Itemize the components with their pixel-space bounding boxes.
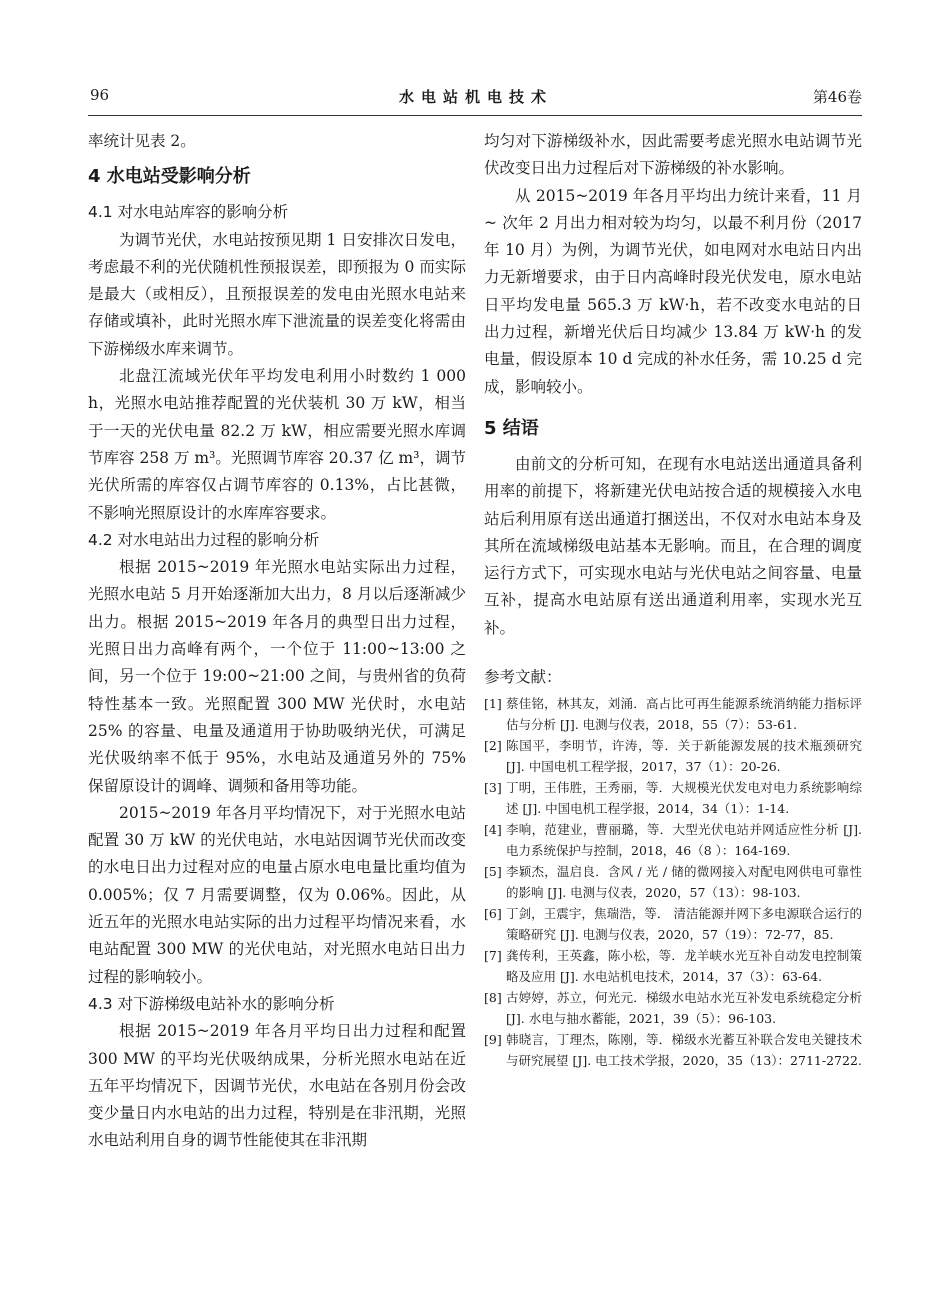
reference-text: 李颖杰，温启良．含风 / 光 / 储的微网接入对配电网供电可靠性的影响 [J]. 电测与仪表，2020，57（13）：98-103. — [506, 864, 862, 900]
paragraph: 根据 2015~2019 年各月平均日出力过程和配置 300 MW 的平均光伏吸纳成果，分析光照水电站在近五年平均情况下，因调节光伏，水电站在各别月份会改变少量日内水电站的出力过程，特别是在非汛期，光照水电站利用自身的调节性能使其在非汛期 — [88, 1022, 466, 1150]
section-heading: 4 水电站受影响分析 — [88, 166, 251, 188]
reference-item — [484, 820, 862, 861]
journal-title: 水电站机电技术 — [398, 88, 553, 106]
subsection-heading: 4.1 对水电站库容的影响分析 — [88, 203, 289, 222]
reference-number: [7] — [484, 948, 502, 964]
reference-number: [1] — [484, 696, 502, 712]
reference-item — [484, 904, 862, 945]
volume-label: 第46卷 — [812, 88, 862, 106]
reference-item — [484, 736, 862, 777]
page-number: 96 — [90, 86, 110, 104]
reference-text: 丁明，王伟胜，王秀丽，等．大规模光伏发电对电力系统影响综述 [J]. 中国电机工程学报，2014，34（1）：1-14. — [506, 780, 862, 816]
paragraph: 为调节光伏，水电站按预见期 1 日安排次日发电，考虑最不利的光伏随机性预报误差，即预报为 0 而实际是最大（或相反），且预报误差的发电由光照水电站来存储或填补，此时光照水库下泄流量的误差变化将需由下游梯级水库来调节。 — [88, 230, 466, 358]
paragraph: 率统计见表 2。 — [88, 132, 196, 150]
subsection-heading: 4.2 对水电站出力过程的影响分析 — [88, 530, 320, 549]
right-column — [484, 128, 862, 1072]
reference-item — [484, 1030, 862, 1071]
reference-text: 陈国平，李明节，许涛，等．关于新能源发展的技术瓶颈研究 [J]. 中国电机工程学报，2017，37（1）：20-26. — [506, 738, 862, 774]
reference-number: [4] — [484, 822, 502, 838]
reference-number: [2] — [484, 738, 502, 754]
page-header — [90, 86, 862, 114]
paragraph: 北盘江流域光伏年平均发电利用小时数约 1 000 h，光照水电站推荐配置的光伏装机 30 万 kW，相当于一天的光伏电量 82.2 万 kW，相应需要光照水库调节库容 258 万 m³。光照调节库容 20.37 亿 m³，调节光伏所需的库容仅占调节库容的 0.13%，占比甚微，不影响光照原设计的水库库容要求。 — [88, 367, 466, 522]
reference-number: [5] — [484, 864, 502, 880]
paragraph: 由前文的分析可知，在现有水电站送出通道具备利用率的前提下，将新建光伏电站按合适的规模接入水电站后利用原有送出通道打捆送出，不仅对水电站本身及其所在流域梯级电站基本无影响。而且，在合理的调度运行方式下，可实现水电站与光伏电站之间容量、电量互补，提高水电站原有送出通道利用率，实现水光互补。 — [484, 454, 862, 637]
reference-text: 蔡佳铭，林其友，刘涌．高占比可再生能源系统消纳能力指标评估与分析 [J]. 电测与仪表，2018，55（7）：53-61. — [506, 696, 862, 732]
reference-text: 李响，范建业，曹丽璐，等．大型光伏电站并网适应性分析 [J]. 电力系统保护与控制，2018，46（8 ）：164-169. — [506, 822, 862, 858]
section-heading: 5 结语 — [484, 417, 539, 439]
paragraph: 2015~2019 年各月平均情况下，对于光照水电站配置 30 万 kW 的光伏电站，水电站因调节光伏而改变的水电日出力过程对应的电量占原水电电量比重均值为 0.005%；仅 7 月需要调整，仅为 0.06%。因此，从近五年的光照水电站实际的出力过程平均情况来看，水电站配置 300 MW 的光伏电站，对光照水电站日出力过程的影响较小。 — [88, 803, 466, 986]
subsection-heading: 4.3 对下游梯级电站补水的影响分析 — [88, 994, 335, 1013]
reference-number: [9] — [484, 1032, 502, 1048]
header-divider — [88, 115, 862, 116]
reference-item — [484, 694, 862, 735]
reference-number: [6] — [484, 906, 502, 922]
paragraph: 从 2015~2019 年各月平均出力统计来看，11 月 ~ 次年 2 月出力相对较为均匀，以最不利月份（2017 年 10 月）为例，为调节光伏，如电网对水电站日内出力无新增要求，由于日内高峰时段光伏发电，原水电站日平均发电量 565.3 万 kW·h，若不改变水电站的日出力过程，新增光伏后日均减少 13.84 万 kW·h 的发电量，假设原本 10 d 完成的补水任务，需 10.25 d 完成，影响较小。 — [484, 186, 862, 396]
reference-item — [484, 946, 862, 987]
references-heading: 参考文献： — [484, 668, 562, 687]
reference-text: 龚传利，王英鑫，陈小松，等．龙羊峡水光互补自动发电控制策略及应用 [J]. 水电站机电技术，2014，37（3）：63-64. — [506, 948, 862, 984]
left-column — [88, 128, 466, 1155]
reference-number: [8] — [484, 990, 502, 1006]
reference-text: 丁剑，王震宇，焦瑞浩，等． 清洁能源并网下多电源联合运行的策略研究 [J]. 电测与仪表，2020，57（19）：72-77，85. — [506, 906, 862, 942]
reference-number: [3] — [484, 780, 502, 796]
paragraph: 均匀对下游梯级补水，因此需要考虑光照水电站调节光伏改变日出力过程后对下游梯级的补水影响。 — [484, 132, 862, 178]
reference-list — [484, 694, 862, 1071]
reference-item — [484, 862, 862, 903]
reference-item — [484, 988, 862, 1029]
reference-text: 韩晓言，丁理杰，陈刚，等．梯级水光蓄互补联合发电关键技术与研究展望 [J]. 电工技术学报，2020，35（13）：2711-2722. — [506, 1032, 862, 1068]
reference-text: 古婷婷，苏立，何光元．梯级水电站水光互补发电系统稳定分析 [J]. 水电与抽水蓄能，2021，39（5）：96-103. — [506, 990, 862, 1026]
reference-item — [484, 778, 862, 819]
paragraph: 根据 2015~2019 年光照水电站实际出力过程，光照水电站 5 月开始逐渐加大出力，8 月以后逐渐减少出力。根据 2015~2019 年各月的典型日出力过程，光照日出力高峰有两个，一个位于 11:00~13:00 之间，另一个位于 19:00~21:00 之间，与贵州省的负荷特性基本一致。光照配置 300 MW 光伏时，水电站 25% 的容量、电量及通道用于协助吸纳光伏，可满足光伏吸纳率不低于 95%，水电站及通道另外的 75% 保留原设计的调峰、调频和备用等功能。 — [88, 558, 466, 795]
